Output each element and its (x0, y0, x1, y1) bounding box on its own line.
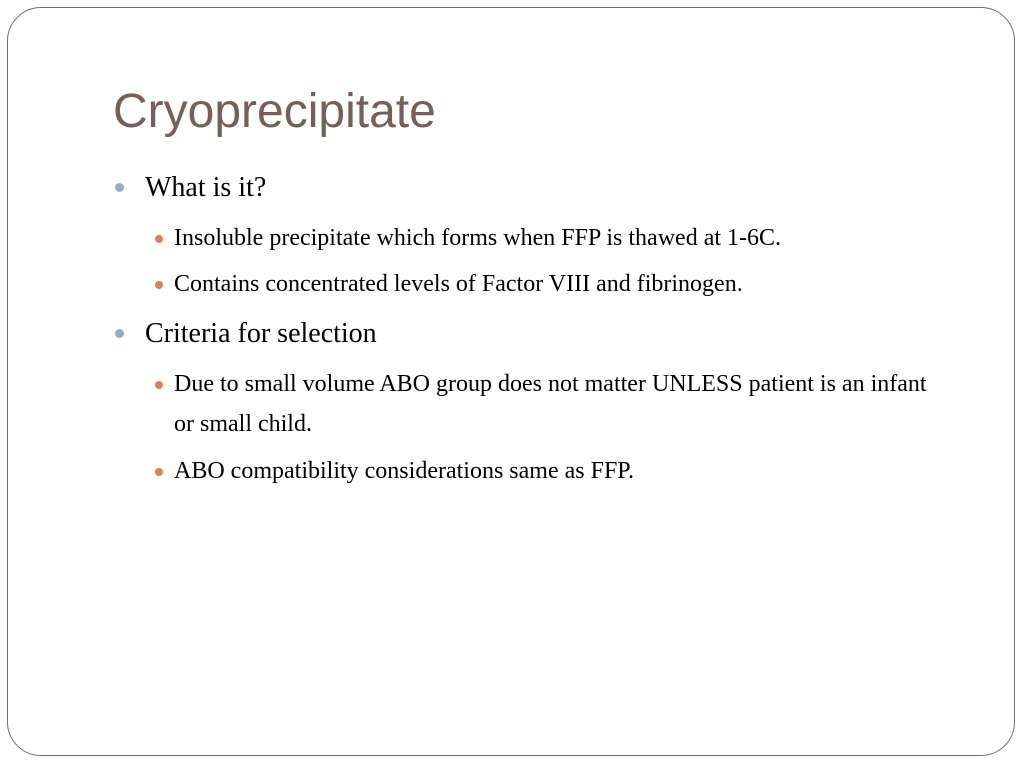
bullet-dot-icon (115, 329, 124, 338)
slide-title: Cryoprecipitate (113, 85, 436, 138)
bullet-dot-icon (155, 235, 163, 243)
bullet-dot-icon (115, 183, 124, 192)
bullet-text: Criteria for selection (145, 318, 377, 349)
sub-bullet-text: Contains concentrated levels of Factor VIII and fibrinogen. (174, 271, 743, 297)
bullet-dot-icon (155, 468, 163, 476)
sub-bullet-text: ABO compatibility considerations same as FFP. (174, 458, 634, 484)
bullet-dot-icon (155, 281, 163, 289)
sub-bullet-text: Insoluble precipitate which forms when FFP is thawed at 1-6C. (174, 225, 782, 251)
sub-bullet-text: Due to small volume ABO group does not matter UNLESS patient is an infant or small child. (174, 371, 927, 437)
bullet-text: What is it? (145, 172, 267, 203)
bullet-dot-icon (155, 381, 163, 389)
